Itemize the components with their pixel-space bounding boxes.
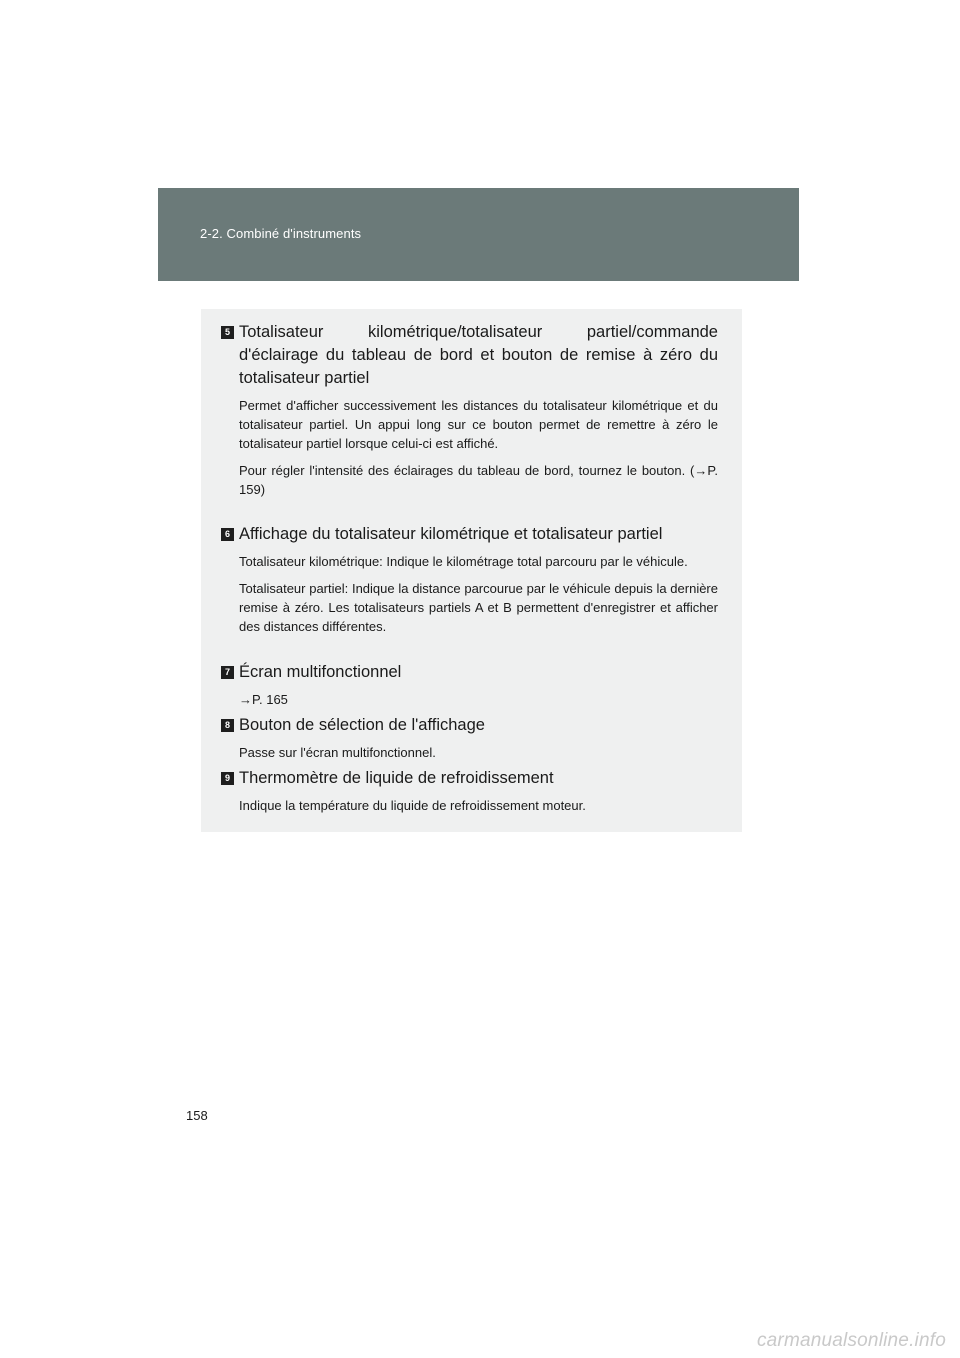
section-title: 2-2. Combiné d'instruments [200, 226, 362, 241]
item-description: Passe sur l'écran multifonctionnel. [239, 745, 436, 760]
item-title: Écran multifonctionnel [239, 663, 402, 681]
item-title: Totalisateur kilométrique/totalisateur partiel/commande d'éclairage du tableau de bord et bouton de remise à zéro du totalisateur partiel [239, 323, 718, 387]
list-item [221, 523, 718, 636]
item-description: Pour régler l'intensité des éclairages du tableau de bord, tournez le bouton. (→P. 159) [239, 463, 718, 497]
list-item [221, 321, 718, 499]
item-number-badge: 7 [221, 666, 234, 679]
item-number-badge: 8 [221, 719, 234, 732]
item-number-badge: 9 [221, 772, 234, 785]
list-item [221, 767, 718, 815]
watermark: carmanualsonline.info [756, 1330, 946, 1351]
item-description: Indique la température du liquide de refroidissement moteur. [239, 798, 586, 813]
item-title: Bouton de sélection de l'affichage [239, 716, 485, 734]
item-description: →P. 165 [239, 692, 288, 707]
list-item [221, 661, 718, 709]
list-item [221, 714, 718, 762]
item-description: Totalisateur kilométrique: Indique le kilométrage total parcouru par le véhicule. [239, 554, 688, 569]
section-header-bar [158, 188, 799, 281]
item-number-badge: 5 [221, 326, 234, 339]
content-box [201, 309, 742, 832]
item-number-badge: 6 [221, 528, 234, 541]
item-description: Totalisateur partiel: Indique la distance parcourue par le véhicule depuis la dernière remise à zéro. Les totalisateurs partiels A et B permettent d'enregistrer et afficher des distances différentes. [239, 581, 718, 634]
item-description: Permet d'afficher successivement les distances du totalisateur kilométrique et du totalisateur partiel. Un appui long sur ce bouton permet de remettre à zéro le totalisateur partiel lorsque celui-ci est affiché. [239, 398, 718, 451]
page-number: 158 [186, 1108, 208, 1123]
item-title: Thermomètre de liquide de refroidissement [239, 769, 554, 787]
item-title: Affichage du totalisateur kilométrique et totalisateur partiel [239, 525, 663, 543]
